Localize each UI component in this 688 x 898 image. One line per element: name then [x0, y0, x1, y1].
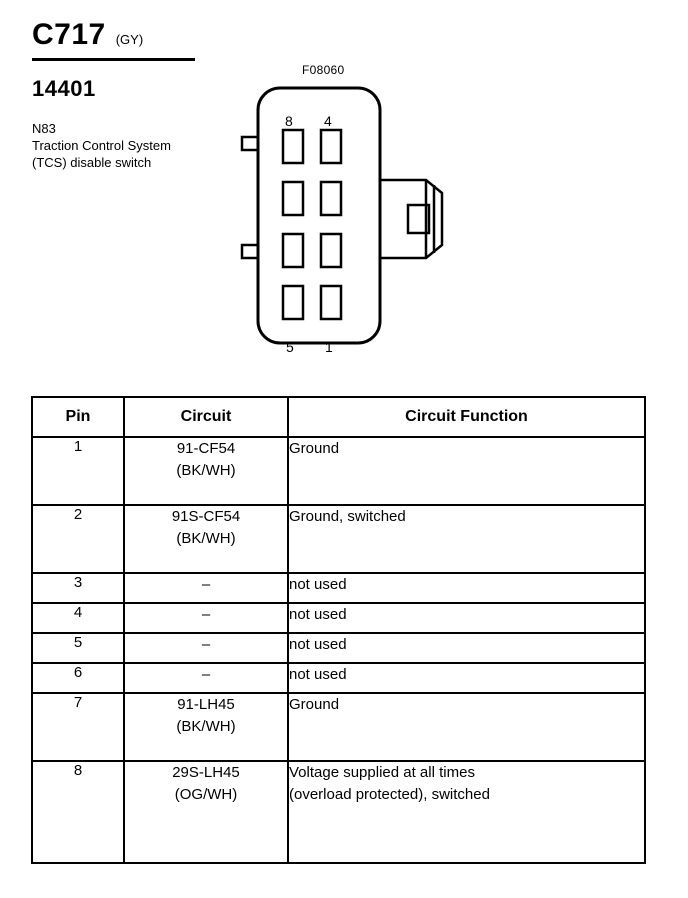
circuit-code: 29S-LH45 [172, 764, 240, 781]
table-row [32, 603, 645, 633]
cell-pin: 2 [32, 505, 124, 573]
header-divider [32, 58, 195, 61]
cell-function [288, 505, 645, 573]
function-text: not used [289, 576, 347, 593]
pin-label-bottom-right: 1 [325, 339, 333, 355]
function-text: Ground [289, 696, 340, 713]
cell-pin: 5 [32, 633, 124, 663]
function-text: not used [289, 636, 347, 653]
cell-circuit [124, 437, 288, 505]
component-description-text: Traction Control System (TCS) disable switch [32, 138, 171, 170]
table-row [32, 761, 645, 863]
column-header-circuit-function: Circuit Function [288, 397, 645, 437]
circuit-color: (BK/WH) [176, 530, 236, 547]
function-text: not used [289, 606, 347, 623]
table-header-row [32, 397, 645, 437]
pin-label-top-right: 4 [324, 113, 332, 129]
part-number: 14401 [32, 76, 96, 101]
cavity-slot [283, 130, 303, 163]
circuit-code: 91-CF54 [176, 440, 236, 457]
connector-illustration [230, 55, 490, 375]
table-body [32, 437, 645, 863]
table-row [32, 693, 645, 761]
cell-pin: 4 [32, 603, 124, 633]
circuit-code: 91S-CF54 [171, 508, 241, 525]
table-row [32, 437, 645, 505]
function-text-continued: (overload protected), switched [289, 786, 490, 803]
table-row [32, 505, 645, 573]
pin-label-top-left: 8 [285, 113, 293, 129]
cell-circuit [124, 633, 288, 663]
cell-pin: 3 [32, 573, 124, 603]
pin-label-bottom-left: 5 [286, 339, 294, 355]
cell-function [288, 633, 645, 663]
cavity-slot [321, 286, 341, 319]
cell-circuit [124, 573, 288, 603]
cell-pin: 6 [32, 663, 124, 693]
column-header-circuit: Circuit [124, 397, 288, 437]
function-text: Voltage supplied at all times [289, 764, 475, 781]
cell-circuit [124, 663, 288, 693]
cavity-slot [321, 130, 341, 163]
connector-drawing [230, 55, 490, 375]
circuit-color: (BK/WH) [176, 462, 236, 479]
circuit-code: – [201, 636, 211, 653]
connector-id: C717 [32, 18, 106, 51]
cell-function [288, 437, 645, 505]
pin-function-table [31, 396, 646, 864]
circuit-code: – [201, 606, 211, 623]
cavity-slot [283, 234, 303, 267]
cell-function [288, 761, 645, 863]
cell-function [288, 573, 645, 603]
connector-color-code: (GY) [115, 32, 144, 47]
table-row [32, 663, 645, 693]
function-text: Ground [289, 440, 340, 457]
cell-pin: 8 [32, 761, 124, 863]
column-header-pin: Pin [32, 397, 124, 437]
cell-circuit [124, 603, 288, 633]
circuit-color: (OG/WH) [174, 786, 238, 803]
cell-circuit [124, 761, 288, 863]
circuit-color: (BK/WH) [176, 718, 236, 735]
cell-circuit [124, 505, 288, 573]
connector-id-row [32, 18, 212, 52]
table-row [32, 573, 645, 603]
cavity-slot [283, 286, 303, 319]
circuit-code: – [201, 576, 211, 593]
figure-code: F08060 [302, 63, 345, 77]
cell-function [288, 693, 645, 761]
cavity-slot [283, 182, 303, 215]
cell-circuit [124, 693, 288, 761]
cavity-slot [321, 234, 341, 267]
cell-pin: 7 [32, 693, 124, 761]
circuit-code: – [201, 666, 211, 683]
circuit-code: 91-LH45 [177, 696, 235, 713]
component-code: N83 [32, 121, 56, 136]
connector-body [258, 88, 380, 343]
cell-function [288, 603, 645, 633]
cavity-slot [321, 182, 341, 215]
function-text: not used [289, 666, 347, 683]
function-text: Ground, switched [289, 508, 406, 525]
table-row [32, 633, 645, 663]
component-description [32, 120, 172, 171]
cell-function [288, 663, 645, 693]
cell-pin: 1 [32, 437, 124, 505]
connector-header [32, 18, 212, 171]
